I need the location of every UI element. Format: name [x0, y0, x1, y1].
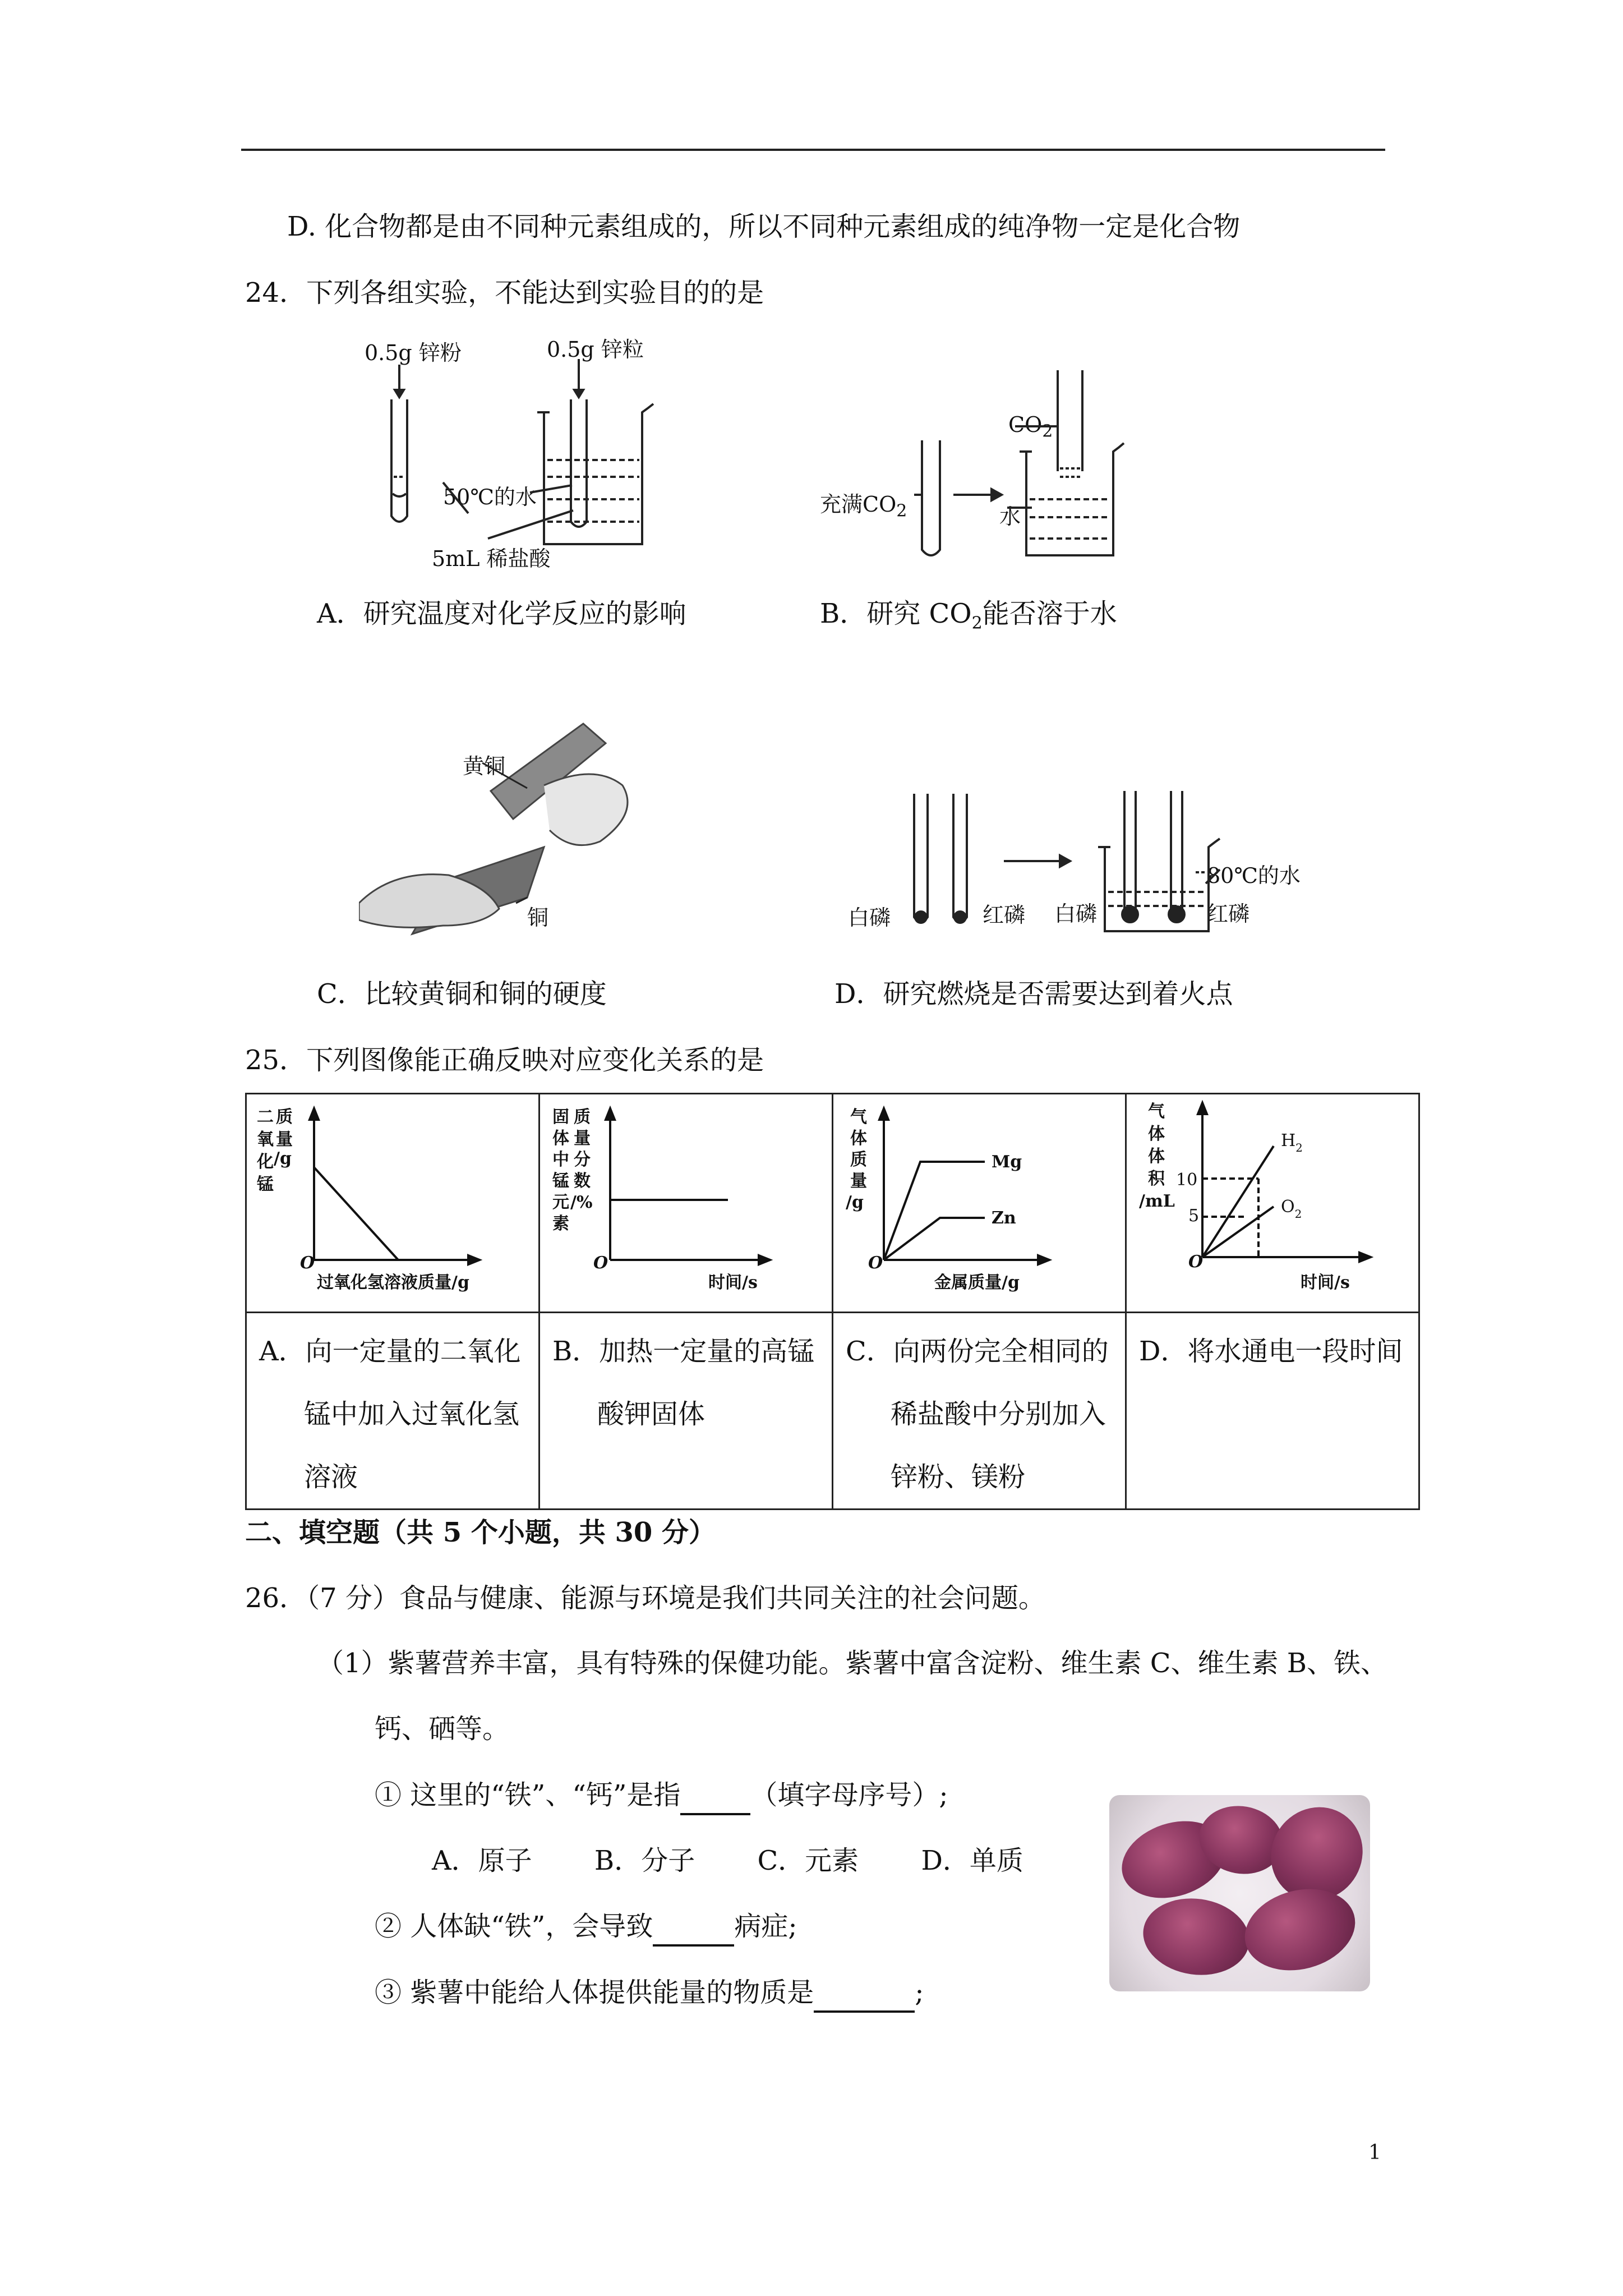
- graph-d-gas-volume: [1127, 1094, 1418, 1309]
- svg-text:素: 素: [552, 1214, 569, 1234]
- svg-text:分: 分: [574, 1150, 591, 1170]
- water-50c-label: 50℃的水: [443, 485, 537, 509]
- svg-text:量: 量: [276, 1130, 293, 1149]
- svg-text:时间/s: 时间/s: [708, 1273, 758, 1292]
- graph-b-mn-fraction: [540, 1094, 832, 1309]
- q26-stem: 26．（7 分）食品与健康、能源与环境是我们共同关注的社会问题。: [245, 1582, 1045, 1614]
- svg-text:10: 10: [1176, 1170, 1198, 1190]
- svg-text:数: 数: [574, 1171, 591, 1191]
- svg-text:O: O: [1188, 1252, 1204, 1272]
- graph-caption-d: D．将水通电一段时间: [1126, 1313, 1419, 1510]
- section-2-heading: 二、填空题（共 5 个小题，共 30 分）: [245, 1517, 716, 1548]
- zinc-granule-label: 0.5g 锌粒: [547, 337, 644, 362]
- graph-d-o2-line: [1202, 1207, 1274, 1257]
- svg-text:氧: 氧: [257, 1130, 274, 1149]
- svg-text:固: 固: [552, 1107, 569, 1127]
- svg-text:元: 元: [552, 1193, 569, 1212]
- svg-text:O: O: [300, 1253, 315, 1273]
- water-label-b: 水: [999, 504, 1021, 529]
- combustion-apparatus-drawing: [897, 791, 1234, 937]
- q24-caption-b: B．研究 $CO_2$能否溶于水: [820, 598, 1117, 633]
- svg-text:H2: $H_2$: [1281, 1131, 1303, 1154]
- svg-text:体: 体: [1148, 1147, 1165, 1166]
- graph-cell-c: [833, 1094, 1126, 1313]
- answer-blank-1[interactable]: [680, 1777, 750, 1815]
- svg-text:体: 体: [1148, 1124, 1165, 1144]
- q23-option-d: D. 化合物都是由不同种元素组成的，所以不同种元素组成的纯净物一定是化合物: [287, 211, 1241, 242]
- q26-sub3: ③ 紫薯中能给人体提供能量的物质是 ;: [375, 1975, 924, 2013]
- graph-a-line: [314, 1167, 398, 1260]
- svg-text:体: 体: [552, 1129, 569, 1148]
- q26-part1-line2: 钙、硒等。: [375, 1713, 510, 1745]
- svg-text:/g: /g: [274, 1149, 292, 1168]
- svg-text:量: 量: [574, 1129, 591, 1148]
- graph-c-mg-line: [884, 1162, 985, 1260]
- water-80c-label: 80℃的水: [1207, 863, 1301, 888]
- answer-blank-3[interactable]: [814, 1975, 915, 2013]
- answer-blank-2[interactable]: [653, 1908, 734, 1947]
- copper-label: 铜: [527, 905, 549, 930]
- svg-text:/mL: /mL: [1139, 1191, 1175, 1211]
- q24-stem: 24．下列各组实验，不能达到实验目的的是: [245, 277, 764, 309]
- svg-text:过氧化氢溶液质量/g: 过氧化氢溶液质量/g: [317, 1273, 469, 1292]
- q24-caption-a: A．研究温度对化学反应的影响: [317, 598, 686, 629]
- white-phosphorus-label-2: 白磷: [1054, 901, 1098, 926]
- filled-co2-label: 充满$CO_2$: [820, 492, 907, 521]
- svg-text:O2: $O_2$: [1281, 1197, 1302, 1221]
- white-phosphorus-label-1: 白磷: [848, 905, 891, 930]
- scratch-hardness-drawing: [359, 718, 651, 942]
- svg-text:气: 气: [850, 1107, 867, 1127]
- co2-label: $CO_2$: [1008, 412, 1053, 441]
- q24-caption-d: D．研究燃烧是否需要达到着火点: [834, 978, 1233, 1010]
- page-number: 1: [1368, 2141, 1381, 2164]
- svg-text:质: 质: [276, 1107, 293, 1127]
- svg-text:金属质量/g: 金属质量/g: [934, 1273, 1020, 1292]
- svg-text:积: 积: [1148, 1169, 1165, 1189]
- svg-text:二: 二: [257, 1107, 274, 1127]
- header-rule: [241, 149, 1385, 151]
- svg-text:5: 5: [1188, 1206, 1200, 1226]
- svg-text:Zn: Zn: [992, 1208, 1016, 1228]
- red-phosphorus-label-2: 红磷: [1207, 901, 1250, 926]
- graph-cell-b: [540, 1094, 833, 1313]
- graph-c-gas-mass: [833, 1094, 1125, 1309]
- svg-text:O: O: [868, 1253, 883, 1273]
- svg-text:锰: 锰: [552, 1171, 569, 1191]
- svg-text:质: 质: [850, 1150, 867, 1170]
- purple-sweet-potato-photo: [1109, 1795, 1370, 1991]
- q26-part1-line1: （1）紫薯营养丰富，具有特殊的保健功能。紫薯中富含淀粉、维生素 C、维生素 B、铁、: [317, 1648, 1388, 1679]
- co2-solubility-drawing: [897, 370, 1150, 561]
- q26-sub2: ② 人体缺“铁”，会导致 病症;: [375, 1908, 797, 1947]
- graph-cell-d: [1126, 1094, 1419, 1313]
- svg-text:Mg: Mg: [992, 1152, 1022, 1172]
- svg-text:锰: 锰: [257, 1175, 274, 1194]
- q25-stem: 25．下列图像能正确反映对应变化关系的是: [245, 1045, 764, 1076]
- q26-sub1-options: A．原子 B．分子 C．元素 D．单质: [432, 1845, 1023, 1876]
- graph-a-mno2-mass: [247, 1094, 538, 1309]
- svg-text:量: 量: [850, 1171, 867, 1191]
- graph-c-zn-line: [884, 1218, 985, 1260]
- q24-caption-c: C．比较黄铜和铜的硬度: [317, 978, 607, 1010]
- brass-label: 黄铜: [463, 754, 506, 779]
- svg-text:质: 质: [574, 1107, 591, 1127]
- graph-caption-a: A．向一定量的二氧化 锰中加入过氧化氢 溶液: [246, 1313, 540, 1510]
- svg-text:O: O: [593, 1253, 608, 1273]
- svg-text:体: 体: [850, 1129, 867, 1148]
- red-phosphorus-label-1: 红磷: [983, 903, 1026, 927]
- svg-text:中: 中: [552, 1150, 569, 1170]
- graph-caption-c: C．向两份完全相同的 稀盐酸中分别加入 锌粉、镁粉: [833, 1313, 1126, 1510]
- svg-text:时间/s: 时间/s: [1301, 1273, 1350, 1292]
- svg-text:/%: /%: [570, 1193, 593, 1212]
- zinc-acid-apparatus-drawing: [359, 359, 662, 561]
- dilute-hcl-label: 5mL 稀盐酸: [432, 546, 551, 571]
- q25-graph-table: [245, 1093, 1420, 1510]
- graph-cell-a: [246, 1094, 540, 1313]
- zinc-powder-label: 0.5g 锌粉: [365, 341, 462, 365]
- q26-sub1: ① 这里的“铁”、“钙”是指 （填字母序号）;: [375, 1777, 948, 1815]
- svg-text:/g: /g: [846, 1193, 864, 1212]
- graph-caption-b: B．加热一定量的高锰 酸钾固体: [540, 1313, 833, 1510]
- svg-text:化: 化: [257, 1152, 274, 1172]
- svg-text:气: 气: [1148, 1102, 1165, 1121]
- graph-d-h2-line: [1202, 1146, 1274, 1257]
